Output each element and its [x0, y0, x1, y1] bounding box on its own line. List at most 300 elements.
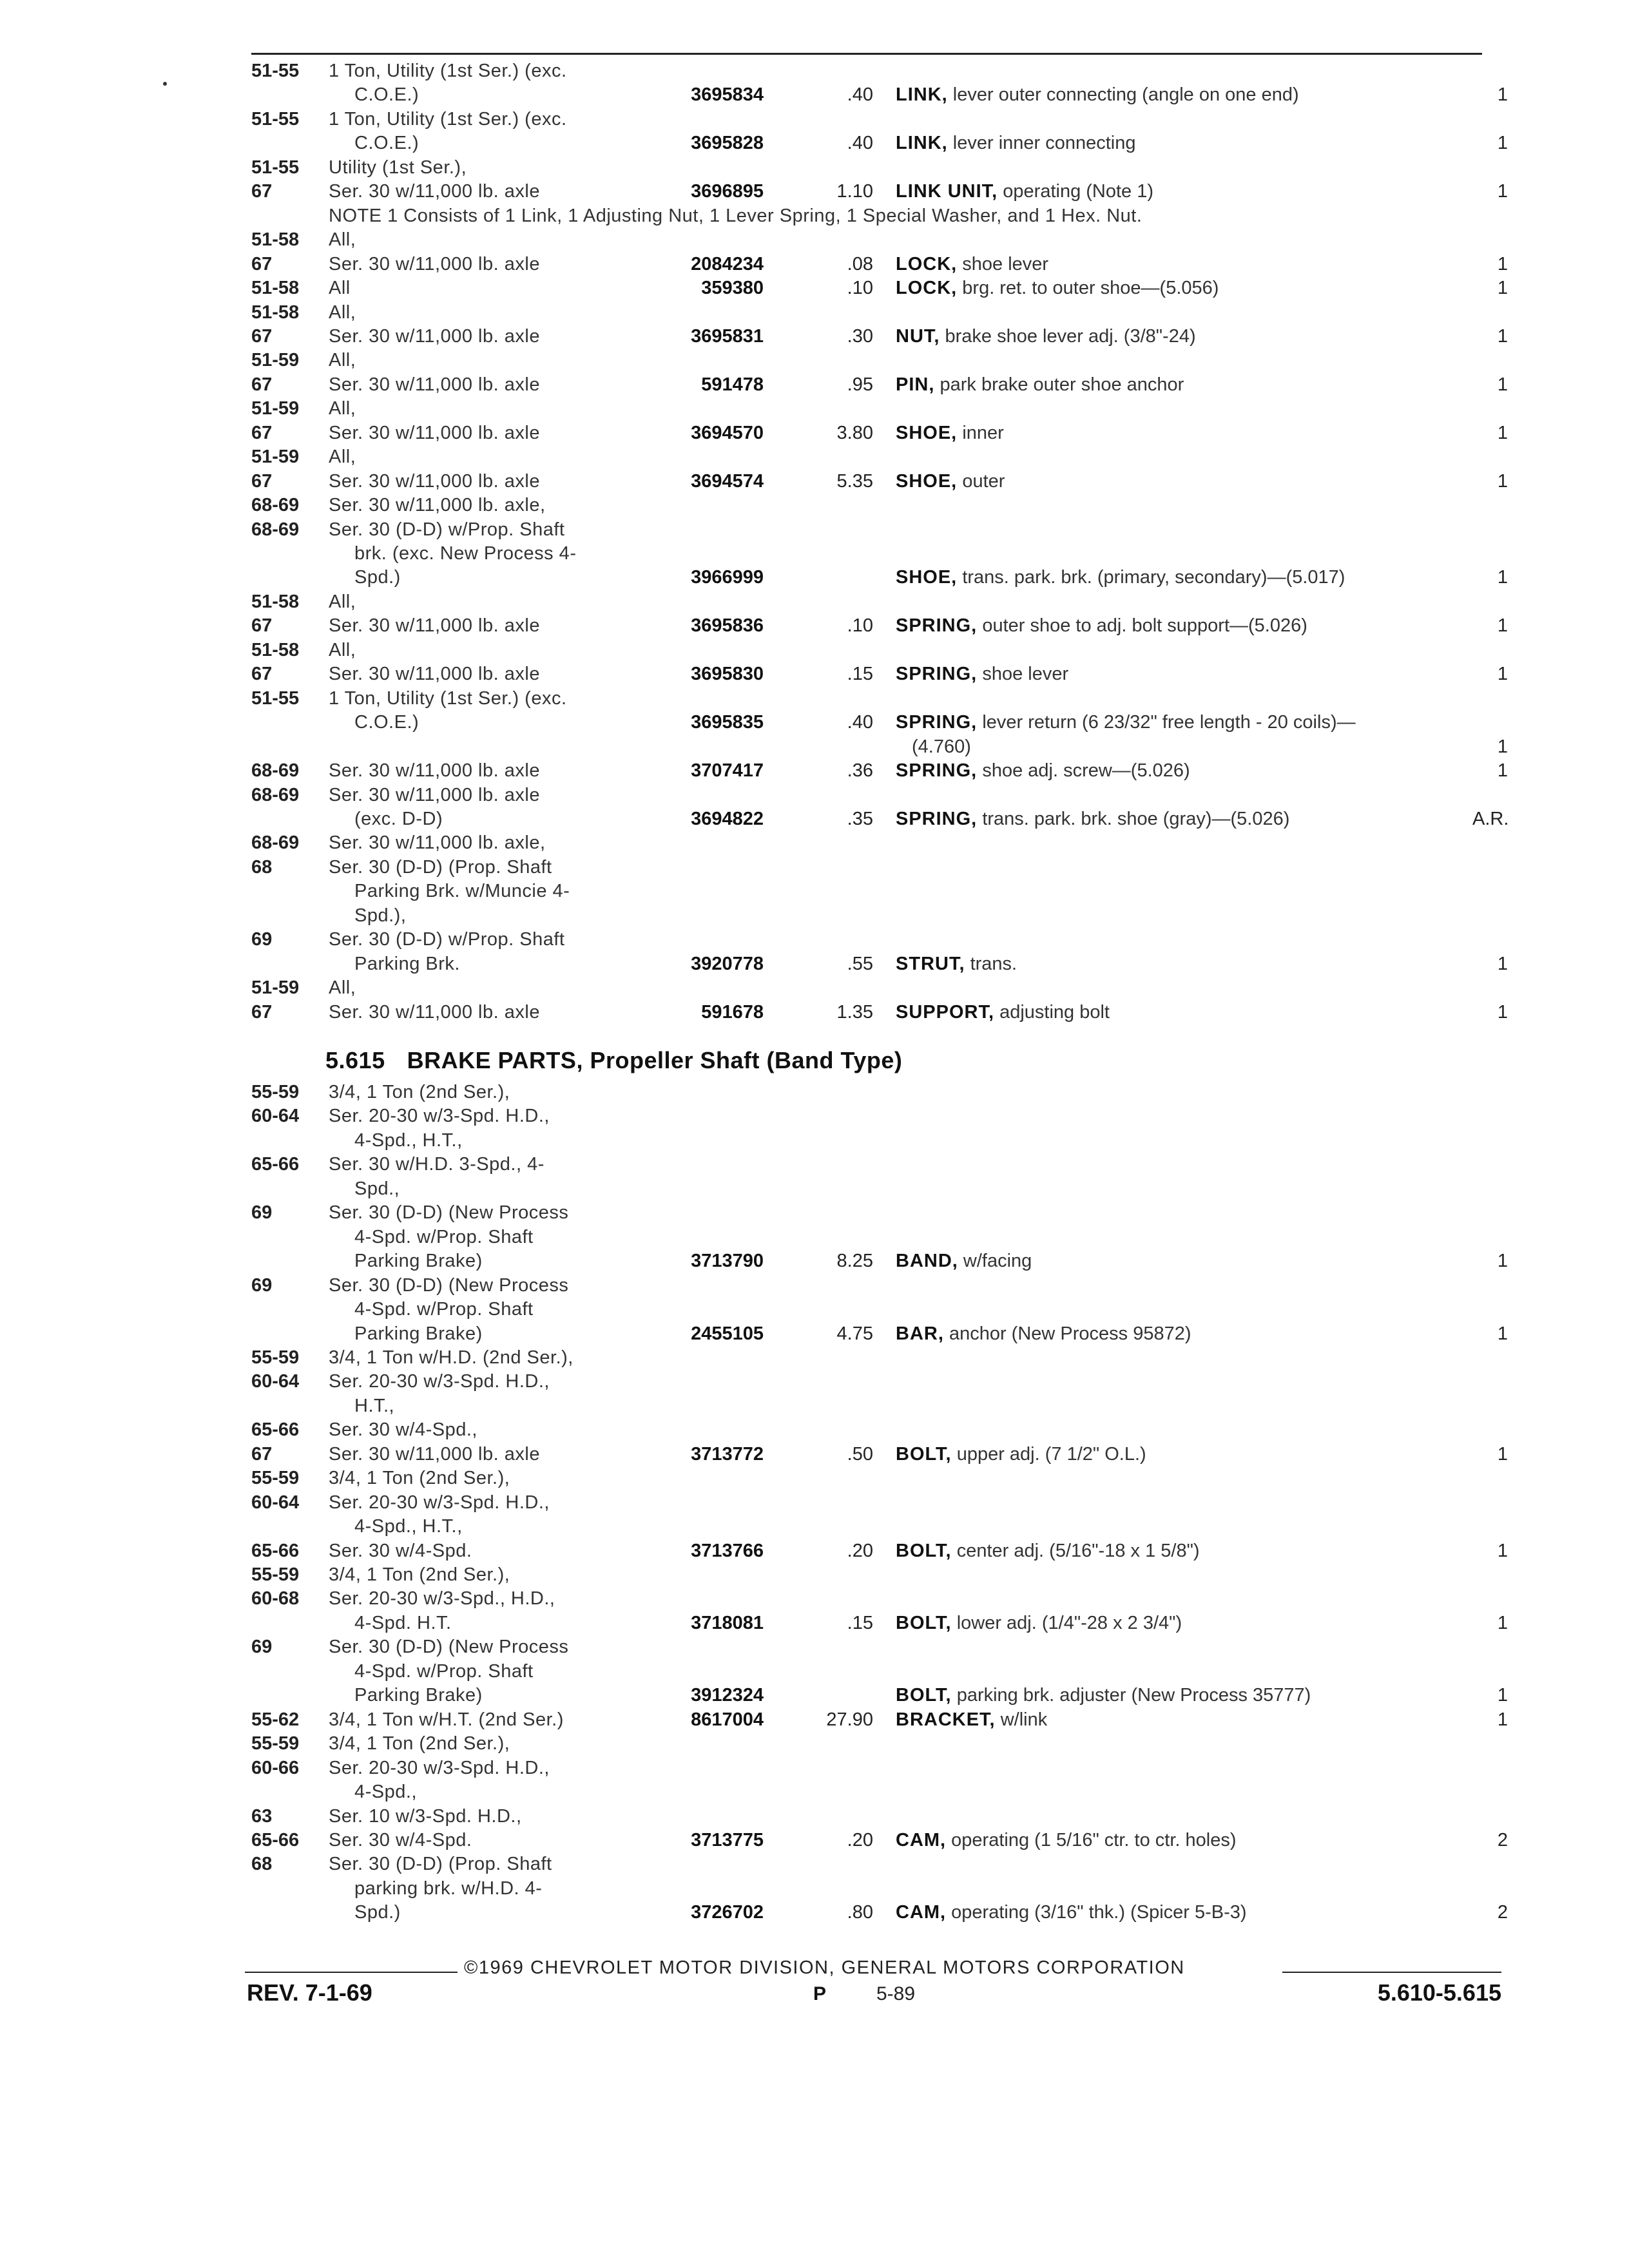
price: .40	[847, 712, 873, 733]
application: Ser. 30 w/11,000 lb. axle	[329, 784, 540, 805]
description	[896, 709, 1356, 735]
quantity: 1	[1497, 422, 1508, 443]
table-row	[251, 1899, 1514, 1925]
application: Ser. 30 w/11,000 lb. axle	[329, 181, 540, 202]
quantity: 1	[1497, 953, 1508, 974]
table-row	[251, 1707, 1514, 1733]
application: brk. (exc. New Process 4-	[354, 543, 577, 564]
model-year: 55-59	[251, 1468, 300, 1489]
price: 1.10	[836, 181, 873, 202]
application: All,	[329, 398, 356, 419]
price: .10	[847, 615, 873, 637]
application: Ser. 30 w/11,000 lb. axle,	[329, 495, 546, 516]
scan-speck	[163, 82, 167, 86]
model-year: 67	[251, 422, 273, 443]
quantity: 1	[1497, 1443, 1508, 1465]
table-row	[251, 251, 1514, 277]
price: .95	[847, 374, 873, 395]
part-detail: shoe lever	[982, 664, 1069, 685]
part-name: SHOE,	[896, 567, 958, 588]
part-detail: shoe lever	[962, 253, 1049, 274]
quantity: 1	[1497, 1323, 1508, 1344]
model-year: 51-58	[251, 591, 300, 612]
model-year: 67	[251, 253, 273, 274]
application: C.O.E.)	[354, 84, 419, 106]
footer-rule-left	[245, 1972, 458, 1973]
part-name: LOCK,	[896, 278, 958, 299]
table-row	[251, 1851, 1514, 1877]
part-number: 3920778	[691, 953, 764, 974]
table-row	[251, 975, 1514, 1001]
application: All,	[329, 977, 356, 999]
model-year: 51-58	[251, 639, 300, 660]
part-detail: upper adj. (7 1/2" O.L.)	[956, 1443, 1146, 1465]
model-year: 69	[251, 929, 273, 950]
application: H.T.,	[354, 1395, 395, 1416]
section-number: 5.615	[325, 1047, 385, 1073]
quantity: 1	[1497, 325, 1508, 347]
table-row	[251, 734, 1514, 760]
model-year: 51-55	[251, 61, 300, 81]
application: Ser. 20-30 w/3-Spd. H.D.,	[329, 1757, 550, 1778]
application: Ser. 30 w/11,000 lb. axle	[329, 374, 540, 395]
application: Parking Brake)	[354, 1323, 483, 1344]
table-row	[251, 420, 1514, 446]
price: .40	[847, 133, 873, 154]
quantity: 1	[1497, 736, 1508, 757]
description	[896, 1441, 1146, 1467]
model-year: 55-62	[251, 1709, 300, 1730]
quantity: 1	[1497, 760, 1508, 782]
table-row	[251, 444, 1514, 470]
part-number: 2084234	[691, 253, 764, 274]
model-year: 55-59	[251, 1082, 300, 1102]
part-detail: brake shoe lever adj. (3/8"-24)	[945, 325, 1196, 347]
price: .35	[847, 808, 873, 829]
description	[896, 1610, 1182, 1636]
application: Ser. 30 w/11,000 lb. axle,	[329, 832, 546, 854]
part-number: 3695828	[691, 133, 764, 154]
application: Ser. 30 w/11,000 lb. axle	[329, 1443, 540, 1465]
part-number: 3713772	[691, 1443, 764, 1465]
quantity: 1	[1497, 133, 1508, 154]
part-detail: outer	[962, 470, 1005, 492]
description	[896, 806, 1289, 832]
table-row	[251, 178, 1514, 204]
description	[896, 178, 1153, 204]
table-row	[251, 758, 1514, 783]
application: Ser. 30 (D-D) w/Prop. Shaft	[329, 929, 565, 950]
application: All,	[329, 447, 356, 468]
description	[896, 251, 1048, 277]
model-year: 68	[251, 856, 273, 878]
part-number: 3694574	[691, 470, 764, 492]
application: Ser. 30 w/4-Spd.	[329, 1540, 472, 1561]
quantity: 1	[1497, 1540, 1508, 1561]
model-year: 69	[251, 1274, 273, 1296]
application: Parking Brk.	[354, 953, 460, 974]
page-number: 5-89	[876, 1983, 916, 2004]
top-rule	[251, 53, 1482, 55]
application: Ser. 30 w/H.D. 3-Spd., 4-	[329, 1154, 545, 1175]
table-row	[251, 1296, 1514, 1322]
description	[896, 1538, 1200, 1564]
table-row	[251, 564, 1514, 590]
table-row	[251, 1562, 1514, 1588]
application: Ser. 30 w/11,000 lb. axle	[329, 664, 540, 685]
part-name: SPRING,	[896, 664, 978, 685]
part-name: BOLT,	[896, 1443, 952, 1465]
table-row	[251, 661, 1514, 687]
application: C.O.E.)	[354, 133, 419, 154]
application: All,	[329, 229, 356, 251]
table-row	[251, 1682, 1514, 1708]
part-number: 3718081	[691, 1612, 764, 1633]
table-row	[251, 1393, 1514, 1419]
model-year: 60-64	[251, 1492, 300, 1513]
table-row	[251, 1490, 1514, 1515]
application: Ser. 30 w/11,000 lb. axle	[329, 615, 540, 637]
application: Ser. 30 w/11,000 lb. axle	[329, 422, 540, 443]
table-row	[251, 517, 1514, 543]
part-detail: brg. ret. to outer shoe—(5.056)	[962, 278, 1219, 299]
part-detail: operating (1 5/16" ctr. to ctr. holes)	[951, 1829, 1237, 1850]
model-year: 51-58	[251, 302, 300, 323]
table-row	[251, 709, 1514, 735]
table-row	[251, 1779, 1514, 1805]
application: Ser. 10 w/3-Spd. H.D.,	[329, 1805, 522, 1827]
table-row	[251, 1103, 1514, 1129]
application: 4-Spd. w/Prop. Shaft	[354, 1660, 534, 1682]
footer-rule-right	[1282, 1972, 1501, 1973]
application: Ser. 20-30 w/3-Spd. H.D.,	[329, 1371, 550, 1392]
table-row	[251, 1151, 1514, 1177]
table-row	[251, 1538, 1514, 1564]
part-detail: center adj. (5/16"-18 x 1 5/8")	[956, 1540, 1200, 1561]
description	[896, 372, 1184, 398]
part-number: 3713775	[691, 1829, 764, 1850]
table-row	[251, 589, 1514, 615]
model-year: 55-59	[251, 1347, 300, 1368]
model-year: 51-55	[251, 687, 300, 709]
application: 4-Spd. w/Prop. Shaft	[354, 1226, 534, 1247]
application: Ser. 30 w/4-Spd.	[329, 1829, 472, 1850]
quantity: 1	[1497, 181, 1508, 202]
part-number: 3726702	[691, 1902, 764, 1923]
application: 4-Spd., H.T.,	[354, 1516, 463, 1537]
model-year: 69	[251, 1637, 273, 1658]
application: Spd.),	[354, 905, 407, 926]
part-number: 3707417	[691, 760, 764, 782]
price: .30	[847, 325, 873, 347]
table-row	[251, 686, 1514, 711]
application: Spd.)	[354, 567, 401, 588]
price: .15	[847, 664, 873, 685]
model-year: 67	[251, 664, 273, 685]
model-year: 51-59	[251, 398, 300, 419]
application: Ser. 30 w/11,000 lb. axle	[329, 325, 540, 347]
part-name: SHOE,	[896, 470, 958, 492]
table-row	[251, 227, 1514, 253]
application: Parking Brake)	[354, 1685, 483, 1706]
application: 4-Spd.,	[354, 1782, 417, 1803]
quantity: 1	[1497, 253, 1508, 274]
application: Ser. 20-30 w/3-Spd. H.D.,	[329, 1106, 550, 1127]
table-row	[251, 155, 1514, 180]
price: .55	[847, 953, 873, 974]
table-row	[251, 106, 1514, 132]
table-row	[251, 1514, 1514, 1539]
price: .80	[847, 1902, 873, 1923]
model-year: 68-69	[251, 784, 300, 805]
application: Ser. 30 w/4-Spd.,	[329, 1419, 477, 1441]
model-year: 68-69	[251, 519, 300, 540]
part-detail: w/facing	[963, 1251, 1032, 1272]
part-name: STRUT,	[896, 953, 965, 974]
model-year: 65-66	[251, 1829, 300, 1850]
table-row	[251, 1634, 1514, 1660]
part-number: 3966999	[691, 567, 764, 588]
application: Spd.,	[354, 1178, 400, 1199]
application: All,	[329, 302, 356, 323]
price: 5.35	[836, 470, 873, 492]
table-row	[251, 58, 1514, 84]
part-number: 3695830	[691, 664, 764, 685]
table-row	[251, 1369, 1514, 1394]
application: Ser. 30 w/11,000 lb. axle	[329, 253, 540, 274]
part-name: LINK,	[896, 133, 948, 154]
application: Ser. 30 w/11,000 lb. axle	[329, 1001, 540, 1023]
model-year: 55-59	[251, 1733, 300, 1754]
part-detail: inner	[962, 422, 1004, 443]
quantity: 2	[1497, 1902, 1508, 1923]
description	[896, 1248, 1032, 1274]
table-row	[251, 854, 1514, 880]
quantity: 1	[1497, 470, 1508, 492]
quantity: 2	[1497, 1829, 1508, 1850]
part-number: 591478	[701, 374, 764, 395]
page-code: P	[813, 1983, 827, 2004]
price: 27.90	[826, 1709, 873, 1730]
part-name: CAM,	[896, 1902, 947, 1923]
part-detail: lever inner connecting	[952, 133, 1136, 154]
part-detail: outer shoe to adj. bolt support—(5.026)	[982, 615, 1307, 637]
table-row	[251, 1610, 1514, 1636]
application: C.O.E.)	[354, 712, 419, 733]
table-row	[251, 1827, 1514, 1853]
part-detail: trans. park. brk. shoe (gray)—(5.026)	[982, 808, 1290, 829]
application: All,	[329, 639, 356, 660]
application: Spd.)	[354, 1902, 401, 1923]
model-year: 68-69	[251, 760, 300, 782]
description	[896, 468, 1005, 494]
price: 3.80	[836, 422, 873, 443]
table-row	[251, 613, 1514, 639]
table-row	[251, 1128, 1514, 1153]
application: 3/4, 1 Ton w/H.D. (2nd Ser.),	[329, 1347, 574, 1368]
table-row	[251, 1200, 1514, 1225]
application: All,	[329, 591, 356, 612]
part-name: SPRING,	[896, 615, 978, 637]
description	[896, 1827, 1236, 1853]
part-detail: park brake outer shoe anchor	[940, 374, 1184, 395]
note-text: NOTE 1 Consists of 1 Link, 1 Adjusting Nut, 1 Lever Spring, 1 Special Washer, and 1 Hex. Nut.	[329, 205, 1142, 226]
part-detail: shoe adj. screw—(5.026)	[982, 760, 1190, 782]
table-row	[251, 541, 1514, 566]
table-row	[251, 878, 1514, 904]
table-row	[251, 1441, 1514, 1467]
part-number: 3696895	[691, 181, 764, 202]
model-year: 60-68	[251, 1588, 300, 1610]
description	[896, 1321, 1191, 1347]
part-number: 3713790	[691, 1251, 764, 1272]
application: 3/4, 1 Ton (2nd Ser.),	[329, 1564, 510, 1585]
application: Ser. 30 (D-D) (New Process	[329, 1202, 569, 1224]
quantity: 1	[1497, 1001, 1508, 1023]
table-row	[251, 300, 1514, 325]
model-year: 67	[251, 181, 273, 202]
part-detail: w/link	[1000, 1709, 1048, 1730]
quantity: 1	[1497, 615, 1508, 637]
application: parking brk. w/H.D. 4-	[354, 1878, 543, 1899]
application: All	[329, 278, 351, 299]
part-number: 359380	[701, 278, 764, 299]
table-row	[251, 372, 1514, 398]
part-name: NUT,	[896, 325, 940, 347]
description	[896, 564, 1345, 590]
application: 4-Spd. H.T.	[354, 1612, 452, 1633]
part-detail: parking brk. adjuster (New Process 35777)	[956, 1685, 1311, 1706]
application: Ser. 20-30 w/3-Spd. H.D.,	[329, 1492, 550, 1513]
table-row	[251, 323, 1514, 349]
description	[896, 951, 1017, 977]
model-year: 68-69	[251, 495, 300, 516]
part-detail: anchor (New Process 95872)	[949, 1323, 1191, 1344]
description	[896, 82, 1299, 108]
part-number: 3695835	[691, 712, 764, 733]
description	[896, 758, 1190, 783]
quantity: 1	[1497, 1709, 1508, 1730]
description	[896, 323, 1196, 349]
application: 4-Spd. w/Prop. Shaft	[354, 1299, 534, 1320]
quantity: 1	[1497, 1685, 1508, 1706]
part-name: BOLT,	[896, 1612, 952, 1633]
application: All,	[329, 350, 356, 371]
part-name: BOLT,	[896, 1540, 952, 1561]
model-year: 67	[251, 615, 273, 637]
price: .50	[847, 1443, 873, 1465]
model-year: 67	[251, 1443, 273, 1465]
description	[896, 275, 1219, 301]
part-name: SHOE,	[896, 422, 958, 443]
model-year: 68	[251, 1854, 273, 1875]
model-year: 65-66	[251, 1419, 300, 1441]
price: 4.75	[836, 1323, 873, 1344]
part-name: CAM,	[896, 1829, 947, 1850]
table-row	[251, 396, 1514, 421]
table-row	[251, 1248, 1514, 1274]
quantity: A.R.	[1472, 808, 1509, 829]
section-reference: 5.610-5.615	[1377, 1979, 1501, 2006]
part-number: 3694570	[691, 422, 764, 443]
part-number: 3695836	[691, 615, 764, 637]
part-name: BOLT,	[896, 1685, 952, 1706]
application: Ser. 30 w/11,000 lb. axle	[329, 470, 540, 492]
part-name: SPRING,	[896, 808, 978, 829]
model-year: 68-69	[251, 832, 300, 854]
price: .20	[847, 1540, 873, 1561]
table-row	[251, 1079, 1514, 1105]
part-name: PIN,	[896, 374, 935, 395]
table-row	[251, 830, 1514, 856]
part-detail: adjusting bolt	[999, 1001, 1110, 1023]
part-detail: lower adj. (1/4"-28 x 2 3/4")	[956, 1612, 1182, 1633]
application: Parking Brake)	[354, 1251, 483, 1272]
description	[896, 1707, 1047, 1733]
model-year: 51-55	[251, 157, 300, 178]
part-number: 8617004	[691, 1709, 764, 1730]
table-row	[251, 468, 1514, 494]
part-detail: lever outer connecting (angle on one end)	[952, 84, 1299, 106]
part-detail: lever return (6 23/32" free length - 20 coils)—	[982, 712, 1356, 733]
part-detail: operating (3/16" thk.) (Spicer 5-B-3)	[951, 1902, 1247, 1923]
application: Ser. 30 (D-D) w/Prop. Shaft	[329, 519, 565, 540]
model-year: 67	[251, 374, 273, 395]
model-year: 67	[251, 325, 273, 347]
price: .36	[847, 760, 873, 782]
model-year: 51-59	[251, 977, 300, 999]
quantity: 1	[1497, 567, 1508, 588]
quantity: 1	[1497, 84, 1508, 106]
application: Ser. 30 (D-D) (Prop. Shaft	[329, 1854, 552, 1875]
table-row	[251, 951, 1514, 977]
part-name: LINK,	[896, 84, 948, 106]
table-row	[251, 1755, 1514, 1781]
application: Ser. 20-30 w/3-Spd., H.D.,	[329, 1588, 555, 1610]
table-row	[251, 782, 1514, 808]
part-name: BAR,	[896, 1323, 944, 1344]
table-row	[251, 637, 1514, 663]
table-row	[251, 1731, 1514, 1756]
quantity: 1	[1497, 1612, 1508, 1633]
price: 8.25	[836, 1251, 873, 1272]
application: 3/4, 1 Ton (2nd Ser.),	[329, 1733, 510, 1754]
model-year: 60-64	[251, 1106, 300, 1127]
price: 1.35	[836, 1001, 873, 1023]
description	[896, 999, 1110, 1025]
part-name: SUPPORT,	[896, 1001, 995, 1023]
price: .40	[847, 84, 873, 106]
model-year: 69	[251, 1202, 273, 1224]
application: (exc. D-D)	[354, 808, 443, 829]
part-number: 3695834	[691, 84, 764, 106]
application: 4-Spd., H.T.,	[354, 1129, 463, 1151]
model-year: 55-59	[251, 1564, 300, 1585]
table-row	[251, 1586, 1514, 1611]
part-name: SPRING,	[896, 760, 978, 782]
application: Ser. 30 (D-D) (New Process	[329, 1637, 569, 1658]
table-row	[251, 1176, 1514, 1202]
model-year: 51-55	[251, 108, 300, 130]
table-row	[251, 1876, 1514, 1901]
part-number: 3695831	[691, 325, 764, 347]
model-year: 65-66	[251, 1154, 300, 1175]
part-number: 3713766	[691, 1540, 764, 1561]
price: .10	[847, 278, 873, 299]
part-number: 3694822	[691, 808, 764, 829]
table-row	[251, 275, 1514, 301]
part-name: LOCK,	[896, 253, 958, 274]
